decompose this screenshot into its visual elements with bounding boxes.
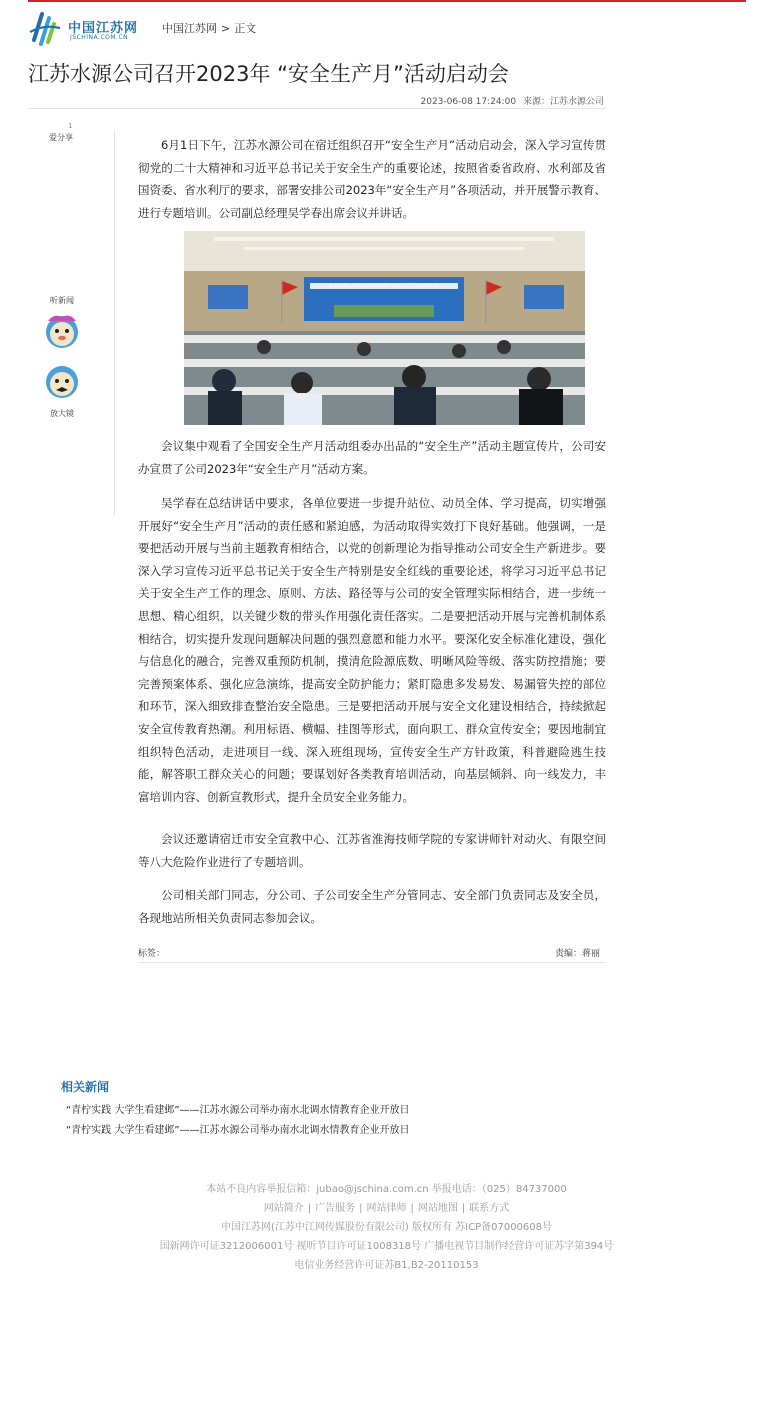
breadcrumb-separator: > xyxy=(221,22,231,35)
tags-row xyxy=(138,946,600,959)
meta-divider xyxy=(28,108,606,109)
breadcrumb-home[interactable]: 中国江苏网 xyxy=(162,22,217,35)
article-title: 江苏水源公司召开2023年 “安全生产月”活动启动会 xyxy=(28,62,509,86)
listen-news-label: 听新闻 xyxy=(50,296,74,305)
sidebar-divider xyxy=(114,130,115,516)
zoom-mascot-icon[interactable] xyxy=(42,361,82,399)
tags-label: 标签： xyxy=(138,949,166,959)
zoom-label: 放大镜 xyxy=(50,409,74,418)
site-footer xyxy=(0,1180,773,1275)
breadcrumb-current: 正文 xyxy=(234,22,257,35)
footer-link-separator: | xyxy=(359,1203,363,1214)
footer-link-ads[interactable]: 广告服务 xyxy=(315,1203,356,1214)
footer-licenses: 国新网许可证3212006001号 视听节目许可证1008318号 广播电视节目制作经营许可证苏字第394号 xyxy=(159,1241,614,1252)
site-header xyxy=(28,6,746,50)
footer-links xyxy=(0,1199,773,1218)
site-logo[interactable] xyxy=(28,10,158,50)
article-paragraph-3: 吴学春在总结讲话中要求，各单位要进一步提升站位、动员全体、学习提高，切实增强开展好“安全生产月”活动的责任感和紧迫感，为活动取得实效打下良好基础。他强调，一是要把活动开展与当前主题教育相结合，以党的创新理论为指导推动公司安全生产新进步。要深入学习宣传习近平总书记关于安全生产特别是安全红线的重要论述，将学习习近平总书记关于安全生产工作的理念、原则、方法、路径等与公司的安全管理实际相结合，进一步统一思想、精心组织，以关键少数的带头作用强化责任落实。二是要把活动开展与完善机制体系相结合，切实提升发现问题解决问题的强烈意愿和能力水平。要深化安全标准化建设，强化与信息化的融合，完善双重预防机制，摸清危险源底数、明晰风险等级、落实防控措施；要完善预案体系、强化应急演练，提高安全防护能力；紧盯隐患多发易发、易漏管失控的部位和环节，深入细致排查整治安全隐患。三是要把活动开展与安全文化建设相结合，持续掀起安全宣传教育热潮。利用标语、横幅、挂图等形式，面向职工、群众宣传安全；要因地制宜组织特色活动，走进项目一线、深入班组现场，宣传安全生产方针政策，科普避险逃生技能，解答职工群众关心的问题；要谋划好各类教育培训活动，向基层倾斜、向一线发力，丰富培训内容、创新宣教形式，提升全员安全业务能力。 xyxy=(138,496,606,804)
related-news-item[interactable]: “青柠实践 大学生看建邺”——江苏水源公司举办南水北调水情教育企业开放日 xyxy=(66,1105,410,1116)
site-logo-icon xyxy=(28,10,62,48)
footer-link-sitemap[interactable]: 网站地图 xyxy=(417,1203,458,1214)
footer-link-contact[interactable]: 联系方式 xyxy=(469,1203,510,1214)
footer-copyright: 中国江苏网(江苏中江网传媒股份有限公司) 版权所有 苏ICP备07000608号 xyxy=(220,1222,553,1233)
footer-telecom: 电信业务经营许可证苏B1,B2-20110153 xyxy=(294,1260,479,1271)
footer-link-lawyer[interactable]: 网站律师 xyxy=(366,1203,407,1214)
article-source-label: 来源： xyxy=(522,97,550,107)
footer-link-separator: | xyxy=(461,1203,466,1214)
site-name: 中国江苏网 xyxy=(68,21,139,36)
article-source: 江苏水源公司 xyxy=(549,97,604,107)
related-news-item[interactable]: “青柠实践 大学生看建邺”——江苏水源公司举办南水北调水情教育企业开放日 xyxy=(66,1125,410,1136)
footer-link-about[interactable]: 网站简介 xyxy=(263,1203,304,1214)
article-paragraph-5: 公司相关部门同志，分公司、子公司安全生产分管同志、安全部门负责同志及安全员，各现地站所相关负责同志参加会议。 xyxy=(138,888,606,925)
footer-report-line: 本站不良内容举报信箱：jubao@jschina.com.cn 举报电话：（025）84737000 xyxy=(206,1184,567,1195)
article-paragraph-4: 会议还邀请宿迁市安全宣教中心、江苏省淮海技师学院的专家讲师针对动火、有限空间等八大危险作业进行了专题培训。 xyxy=(138,832,606,869)
top-accent-line xyxy=(28,0,746,2)
photo-banner-text: 南水北调江苏水源公司2023年“安全生产月”活动启动会 xyxy=(328,284,440,289)
meeting-photo xyxy=(184,231,585,425)
footer-link-separator: | xyxy=(410,1203,414,1214)
article-meta xyxy=(0,94,604,107)
site-domain: JSCHINA.COM.CN xyxy=(70,34,129,41)
breadcrumb xyxy=(162,20,256,36)
article-paragraph-1: 6月1日下午，江苏水源公司在宿迁组织召开“安全生产月”活动启动会，深入学习宣传贯彻党的二十大精神和习近平总书记关于安全生产的重要论述，按照省委省政府、水利部及省国资委、省水利厅的要求，部署安排公司2023年“安全生产月”各项活动，并开展警示教育、进行专题培训。公司副总经理吴学春出席会议并讲话。 xyxy=(138,138,606,220)
listen-news-mascot-icon[interactable] xyxy=(42,311,82,349)
article-datetime: 2023-06-08 17:24:00 xyxy=(420,97,517,107)
footer-link-separator: | xyxy=(307,1203,312,1214)
tags-divider xyxy=(138,962,606,963)
related-news-title: 相关新闻 xyxy=(61,1080,110,1094)
editor-name: 蒋丽 xyxy=(581,949,600,959)
editor-label: 责编： xyxy=(554,949,582,959)
editor-credit xyxy=(555,946,600,959)
article-paragraph-2: 会议集中观看了全国安全生产月活动组委办出品的“安全生产”活动主题宣传片，公司安办宣贯了公司2023年“安全生产月”活动方案。 xyxy=(138,439,606,476)
share-button[interactable]: 爱分享 xyxy=(49,133,73,142)
share-count: 1 xyxy=(68,122,73,130)
